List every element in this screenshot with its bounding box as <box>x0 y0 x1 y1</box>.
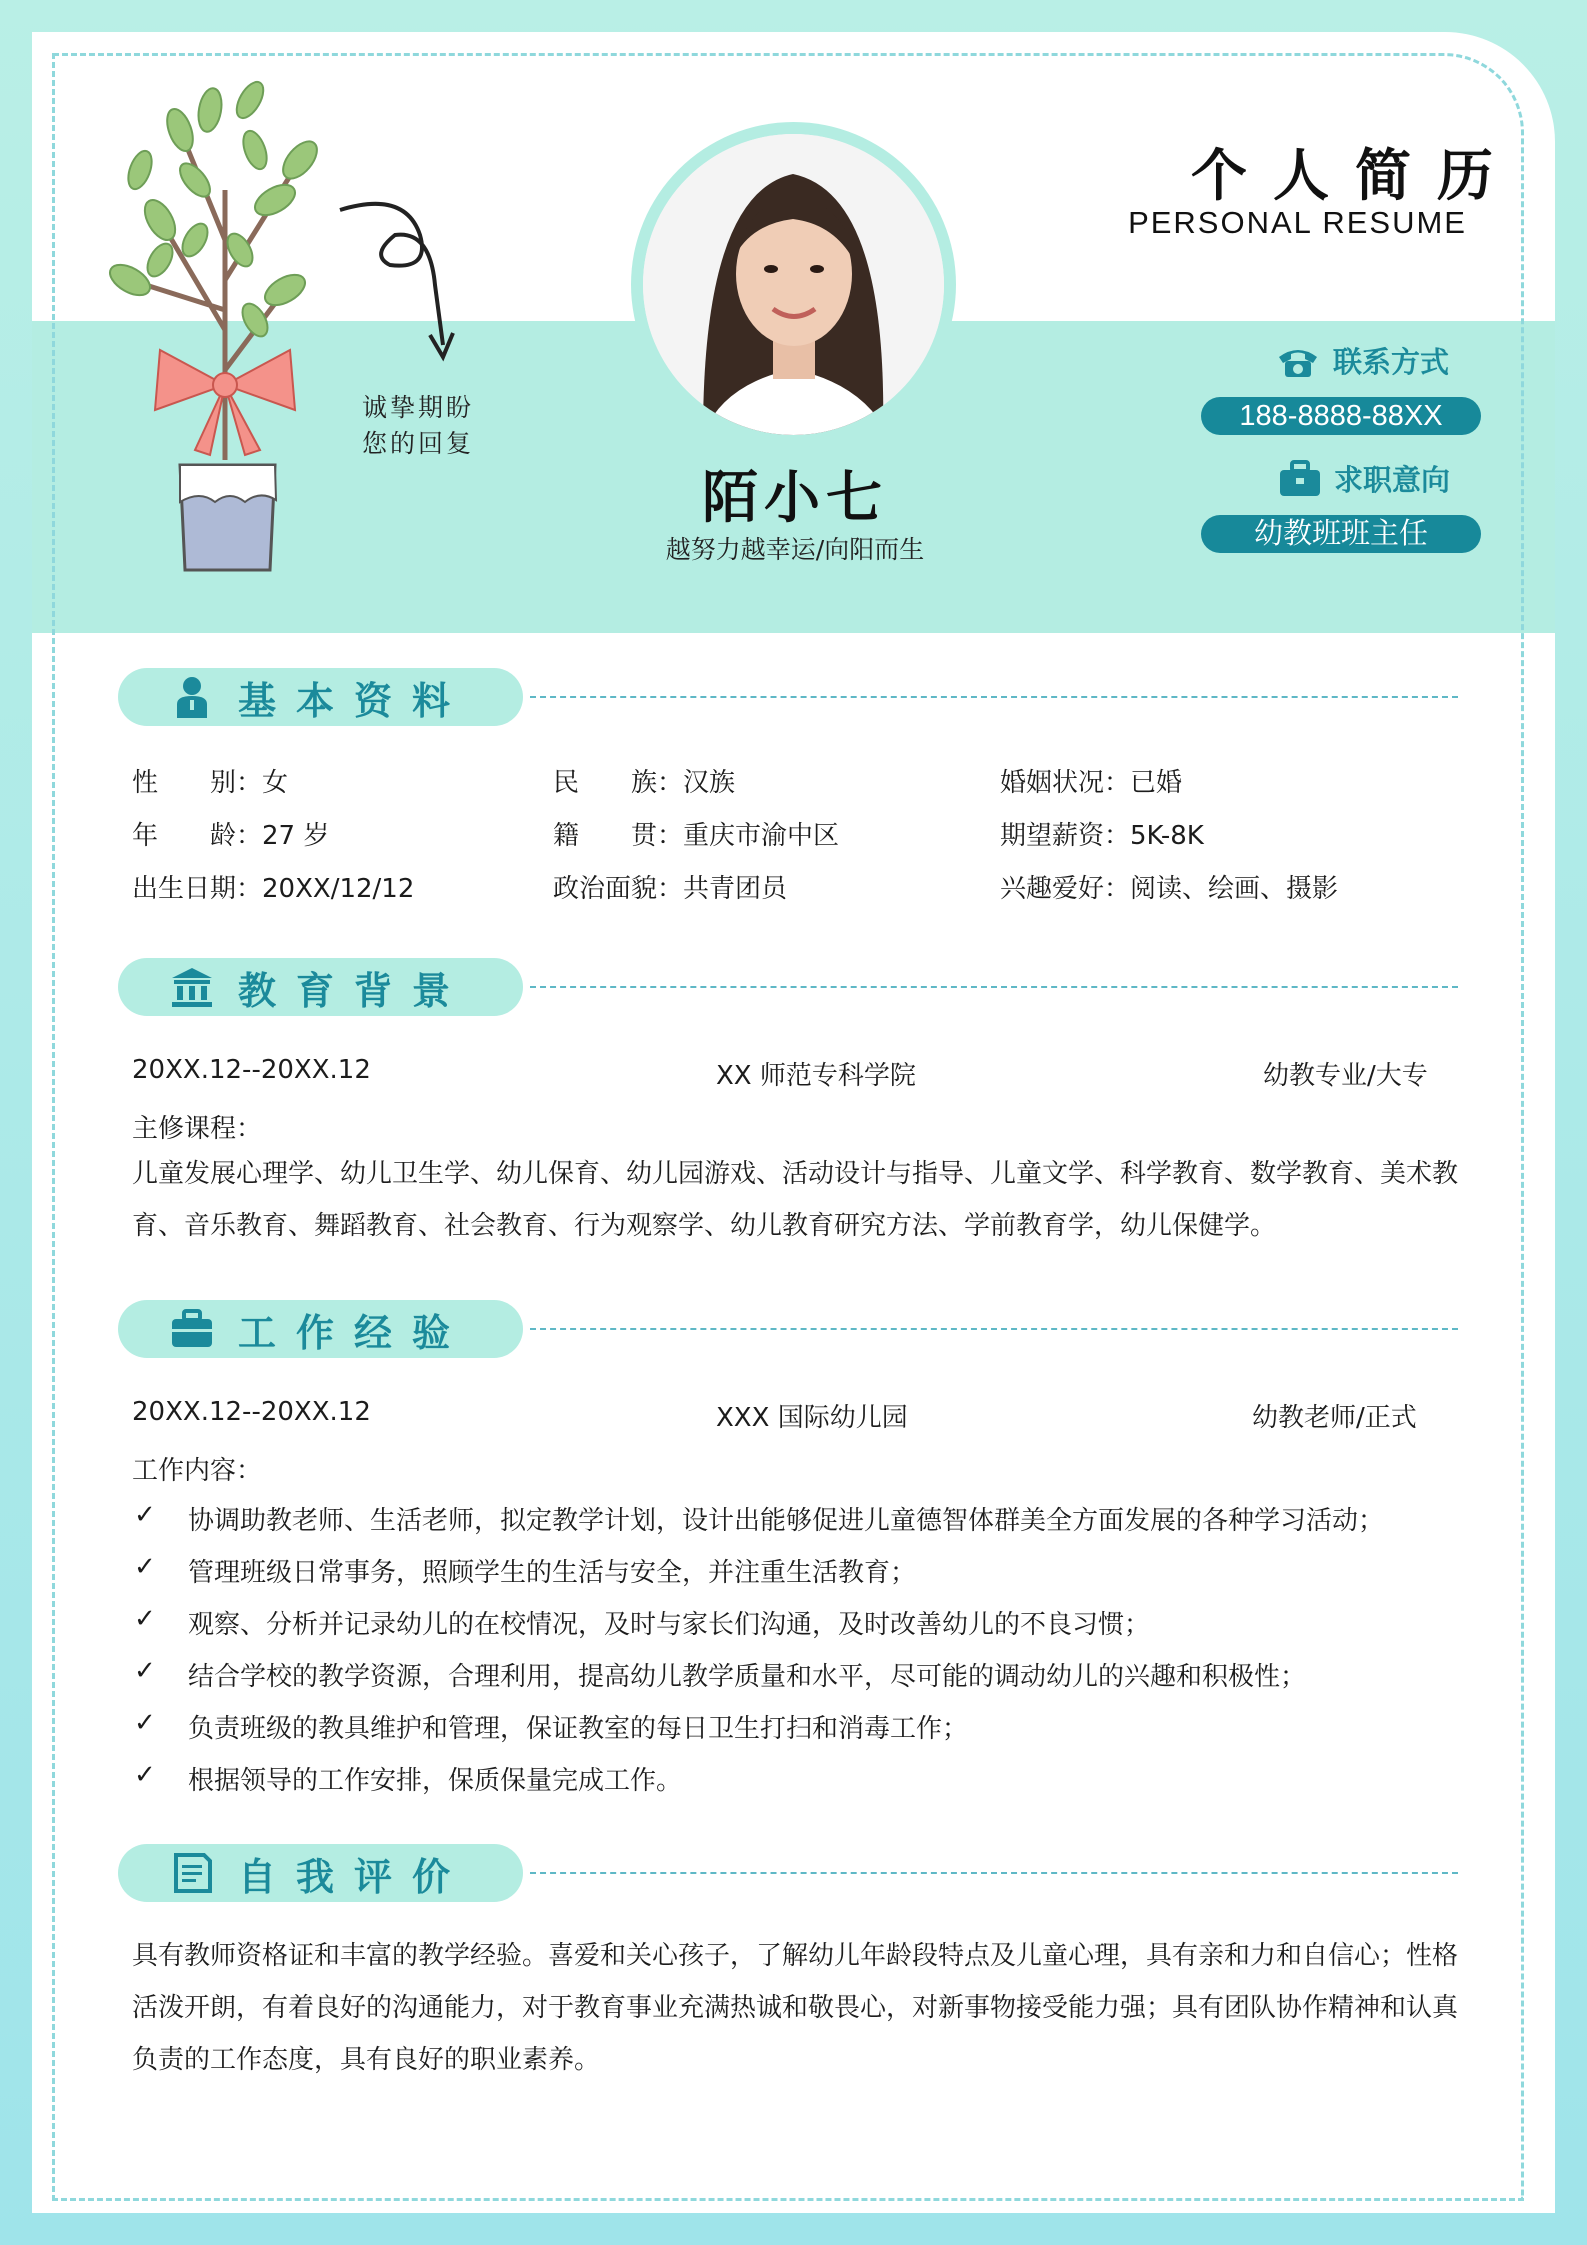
edu-major: 幼教专业/大专 <box>1263 1061 1428 1091</box>
info-ethnicity: 民 族：汉族 <box>553 768 736 798</box>
bank-icon <box>170 966 214 1008</box>
resume-title-en: PERSONAL RESUME <box>1128 205 1467 240</box>
section-basic-divider <box>530 696 1458 698</box>
intent-label-text: 求职意向 <box>1334 463 1451 497</box>
user-icon <box>174 676 210 718</box>
briefcase-icon <box>170 1309 214 1349</box>
section-work-heading <box>118 1300 523 1358</box>
info-marital: 婚姻状况：已婚 <box>1000 768 1183 798</box>
check-icon: ✓ <box>134 1760 156 1790</box>
contact-label <box>1275 340 1449 381</box>
hope-text <box>362 390 474 462</box>
edu-period: 20XX.12--20XX.12 <box>132 1055 371 1085</box>
info-birthdate: 出生日期：20XX/12/12 <box>132 874 415 904</box>
work-period: 20XX.12--20XX.12 <box>132 1397 371 1427</box>
phone-pill: 188-8888-88XX <box>1201 397 1481 435</box>
check-icon: ✓ <box>134 1500 156 1530</box>
edu-courses: 儿童发展心理学、幼儿卫生学、幼儿保育、幼儿园游戏、活动设计与指导、儿童文学、科学教育、数学教育、美术教育、音乐教育、舞蹈教育、社会教育、行为观察学、幼儿教育研究方法、学前教育学，幼儿保健学。 <box>132 1159 1459 1241</box>
section-self-divider <box>530 1872 1458 1874</box>
work-item: 协调助教老师、生活老师，拟定教学计划，设计出能够促进儿童德智体群美全方面发展的各种学习活动； <box>188 1506 1385 1536</box>
info-age: 年 龄：27 岁 <box>132 821 330 851</box>
edu-school: XX 师范专科学院 <box>716 1061 916 1091</box>
intent-pill: 幼教班班主任 <box>1201 515 1481 553</box>
work-item: 结合学校的教学资源，合理利用，提高幼儿教学质量和水平，尽可能的调动幼儿的兴趣和积极性； <box>188 1662 1307 1692</box>
section-work-title: 工作经验 <box>238 1309 471 1355</box>
section-basic-heading <box>118 668 523 726</box>
section-self-heading <box>118 1844 523 1902</box>
avatar <box>643 134 944 435</box>
portrait-illustration <box>643 134 944 435</box>
section-education-title: 教育背景 <box>238 967 471 1013</box>
section-work-divider <box>530 1328 1458 1330</box>
avatar-ring <box>631 122 956 447</box>
resume-title-cn: 个人简历 <box>1191 143 1519 209</box>
briefcase-icon <box>1278 460 1322 498</box>
work-role: 幼教老师/正式 <box>1252 1403 1417 1433</box>
phone-icon <box>1275 343 1321 379</box>
info-salary: 期望薪资：5K-8K <box>1000 821 1204 851</box>
work-item: 观察、分析并记录幼儿的在校情况，及时与家长们沟通，及时改善幼儿的不良习惯； <box>188 1610 1151 1640</box>
self-evaluation-text: 具有教师资格证和丰富的教学经验。喜爱和关心孩子，了解幼儿年龄段特点及儿童心理，具有亲和力和自信心；性格活泼开朗，有着良好的沟通能力，对于教育事业充满热诚和敬畏心，对新事物接受能力强；具有团队协作精神和认真负责的工作态度，具有良好的职业素养。 <box>132 1941 1459 2075</box>
check-icon: ✓ <box>134 1604 156 1634</box>
section-basic-title: 基本资料 <box>238 677 471 723</box>
section-self-title: 自我评价 <box>238 1853 471 1899</box>
info-political: 政治面貌：共青团员 <box>553 874 788 904</box>
section-education-divider <box>530 986 1458 988</box>
work-item: 管理班级日常事务，照顾学生的生活与安全，并注重生活教育； <box>188 1558 917 1588</box>
intent-label <box>1278 458 1450 499</box>
check-icon: ✓ <box>134 1552 156 1582</box>
plant-pot-illustration <box>100 70 340 590</box>
document-icon <box>170 1851 214 1895</box>
check-icon: ✓ <box>134 1656 156 1686</box>
candidate-motto: 越努力越幸运/向阳而生 <box>665 535 925 564</box>
hope-line-2: 您的回复 <box>362 429 475 458</box>
info-hobbies: 兴趣爱好：阅读、绘画、摄影 <box>1000 874 1339 904</box>
work-company: XXX 国际幼儿园 <box>716 1403 908 1433</box>
work-item: 根据领导的工作安排，保质保量完成工作。 <box>188 1766 683 1796</box>
work-item: 负责班级的教具维护和管理，保证教室的每日卫生打扫和消毒工作； <box>188 1714 969 1744</box>
work-content-label: 工作内容： <box>132 1456 263 1486</box>
section-education-heading <box>118 958 523 1016</box>
info-gender: 性 别：女 <box>132 768 289 798</box>
info-hometown: 籍 贯：重庆市渝中区 <box>553 821 840 851</box>
contact-label-text: 联系方式 <box>1333 345 1450 379</box>
hope-line-1: 诚挚期盼 <box>362 393 475 422</box>
check-icon: ✓ <box>134 1708 156 1738</box>
candidate-name: 陌小七 <box>702 465 888 531</box>
edu-courses-label: 主修课程： <box>132 1114 263 1144</box>
curved-arrow-icon <box>335 195 465 365</box>
